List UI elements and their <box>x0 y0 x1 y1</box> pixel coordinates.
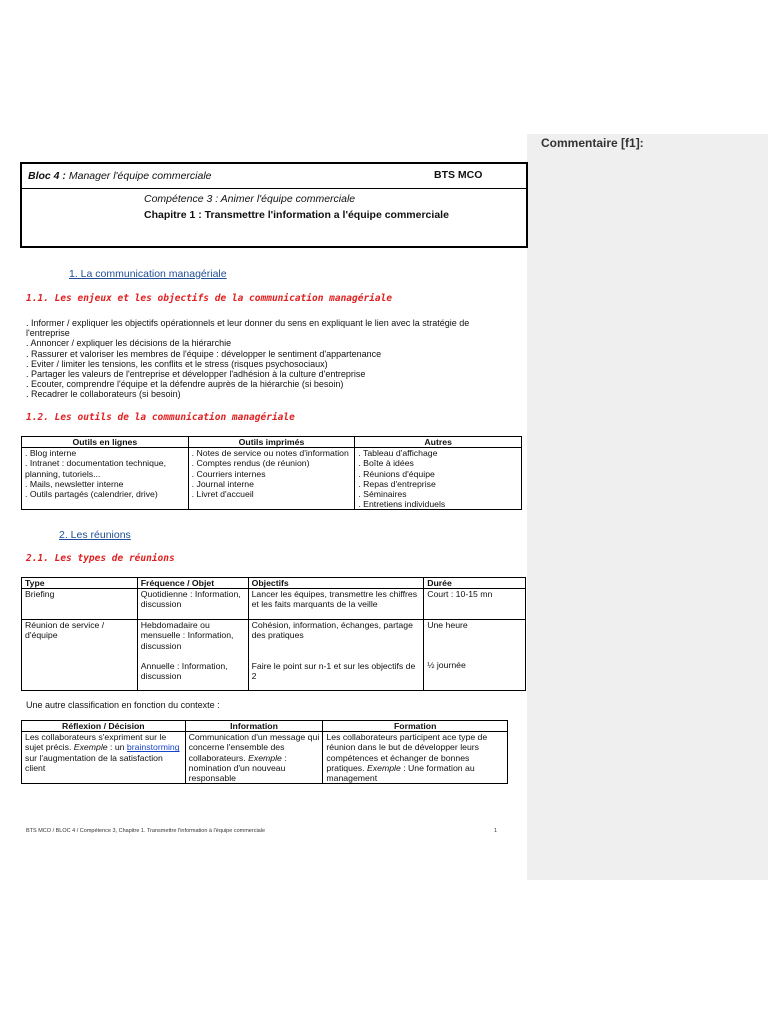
list-item: . Entretiens individuels <box>358 499 446 510</box>
printed-tools-cell <box>188 448 355 510</box>
cell-text: : un <box>107 742 127 753</box>
objective-line: . Partager les valeurs de l'entreprise et développer l'adhésion à la culture d'entreprise <box>26 369 366 380</box>
tools-table <box>21 436 522 510</box>
online-tools-cell <box>22 448 189 510</box>
table-cell: Briefing <box>22 589 138 620</box>
table-header-row <box>22 437 522 448</box>
example-label: Exemple <box>248 752 282 763</box>
objective-line: . Eviter / limiter les tensions, les conflits et le stress (risques psychosociaux) <box>26 358 328 369</box>
table-header-row <box>22 578 526 589</box>
table-header: Objectifs <box>248 578 424 589</box>
objective-line: . Informer / expliquer les objectifs opérationnels et leur donner du sens en expliquant le lien avec la stratégie de <box>26 318 470 328</box>
comment-margin-pane <box>527 134 768 880</box>
table-header: Formation <box>323 721 508 732</box>
objective-line: l'entreprise <box>26 328 70 339</box>
section-1-2-heading: 1.2. Les outils de la communication managériale <box>26 412 295 423</box>
table-header: Type <box>22 578 138 589</box>
other-tools-cell <box>355 448 522 510</box>
classification-note: Une autre classification en fonction du contexte : <box>26 700 220 710</box>
table-row <box>22 732 508 784</box>
objective-line: . Annoncer / expliquer les décisions de la hiérarchie <box>26 338 232 349</box>
bloc-title <box>28 170 212 182</box>
cell-text: Communication d'un message qui concerne l'ensemble des collaborateurs. <box>188 732 320 763</box>
section-1-heading: 1. La communication managériale <box>69 268 227 280</box>
bloc-prefix: Bloc 4 : <box>28 170 66 182</box>
header-top-row <box>22 164 526 189</box>
table-header: Information <box>185 721 323 732</box>
chapter-title: Chapitre 1 : Transmettre l'information a l'équipe commerciale <box>144 209 449 221</box>
cell-text: Une heure <box>427 620 468 631</box>
list-item: . Mails, newsletter interne <box>25 478 124 489</box>
cell-text: : nomination d'un nouveau responsable <box>188 752 287 784</box>
table-cell: Lancer les équipes, transmettre les chiffres et les faits marquants de la veille <box>248 589 424 620</box>
list-item: . Boîte à idées <box>358 458 414 469</box>
cell-text: sur l'augmentation de la satisfaction client <box>25 752 163 773</box>
table-header: Fréquence / Objet <box>137 578 248 589</box>
objectives-list <box>26 318 496 400</box>
list-item: . Intranet : documentation technique, planning, tutoriels... <box>25 458 167 479</box>
reflection-cell <box>22 732 186 784</box>
table-cell: Quotidienne : Information, discussion <box>137 589 248 620</box>
page-footer: BTS MCO / BLOC 4 / Compétence 3, Chapitre 1. Transmettre l'information à l'équipe commerciale <box>26 828 266 834</box>
cell-text: Les collaborateurs participent ace type de réunion dans le but de développer leurs compétences et échanger de bonnes pratiques. <box>326 732 488 773</box>
table-row <box>22 448 522 510</box>
context-table <box>21 720 508 784</box>
cell-text: Faire le point sur n-1 et sur les objectifs de 2 <box>251 660 416 681</box>
competence-title: Compétence 3 : Animer l'équipe commerciale <box>144 193 356 205</box>
objective-line: . Recadrer le collaborateurs (si besoin) <box>26 389 181 400</box>
section-1-1-heading: 1.1. Les enjeux et les objectifs de la communication managériale <box>26 293 393 304</box>
list-item: . Journal interne <box>191 478 254 489</box>
list-item: . Séminaires <box>358 489 407 500</box>
cell-text: Cohésion, information, échanges, partage des pratiques <box>251 620 413 641</box>
table-cell <box>424 620 526 691</box>
table-cell: Réunion de service / d'équipe <box>22 620 138 691</box>
cell-text: ½ journée <box>427 660 466 671</box>
list-item: . Repas d'entreprise <box>358 478 436 489</box>
page-number: 1 <box>494 828 498 834</box>
table-header: Réflexion / Décision <box>22 721 186 732</box>
list-item: . Outils partagés (calendrier, drive) <box>25 489 158 500</box>
table-header-row <box>22 721 508 732</box>
table-row <box>22 589 526 620</box>
table-header: Autres <box>355 437 522 448</box>
list-item: . Livret d'accueil <box>191 489 254 500</box>
brainstorming-link[interactable]: brainstorming <box>126 742 180 753</box>
bloc-name: Manager l'équipe commerciale <box>65 170 212 182</box>
training-cell <box>323 732 508 784</box>
section-2-1-heading: 2.1. Les types de réunions <box>26 553 175 564</box>
table-cell <box>137 620 248 691</box>
table-header: Outils imprimés <box>188 437 355 448</box>
table-cell: Court : 10-15 mn <box>424 589 526 620</box>
table-row <box>22 620 526 691</box>
section-2-heading: 2. Les réunions <box>59 529 131 541</box>
comment-title: Commentaire [f1]: <box>541 136 644 150</box>
example-label: Exemple <box>366 762 401 773</box>
list-item: . Notes de service ou notes d'information <box>191 448 349 459</box>
table-header: Outils en lignes <box>22 437 189 448</box>
table-header: Durée <box>424 578 526 589</box>
objective-line: . Rassurer et valoriser les membres de l'équipe : développer le sentiment d'appartenance <box>26 348 382 359</box>
example-label: Exemple <box>73 742 108 753</box>
cell-text: Hebdomadaire ou mensuelle : Information, discussion <box>140 620 234 651</box>
list-item: . Comptes rendus (de réunion) <box>191 458 310 469</box>
cell-text: Les collaborateurs s'expriment sur le sujet précis. <box>25 732 167 753</box>
cell-text: Annuelle : Information, discussion <box>140 660 228 682</box>
document-header-box <box>20 162 528 248</box>
meetings-table <box>21 577 526 691</box>
list-item: . Blog interne <box>25 448 77 459</box>
table-cell <box>248 620 424 691</box>
bts-label: BTS MCO <box>434 169 483 181</box>
list-item: . Tableau d'affichage <box>358 448 438 459</box>
information-cell <box>185 732 323 784</box>
objective-line: . Ecouter, comprendre l'équipe et la défendre auprès de la hiérarchie (si besoin) <box>26 379 344 390</box>
list-item: . Réunions d'équipe <box>358 468 435 479</box>
cell-text: : Une formation au management <box>326 762 475 784</box>
list-item: . Courriers internes <box>191 468 266 479</box>
